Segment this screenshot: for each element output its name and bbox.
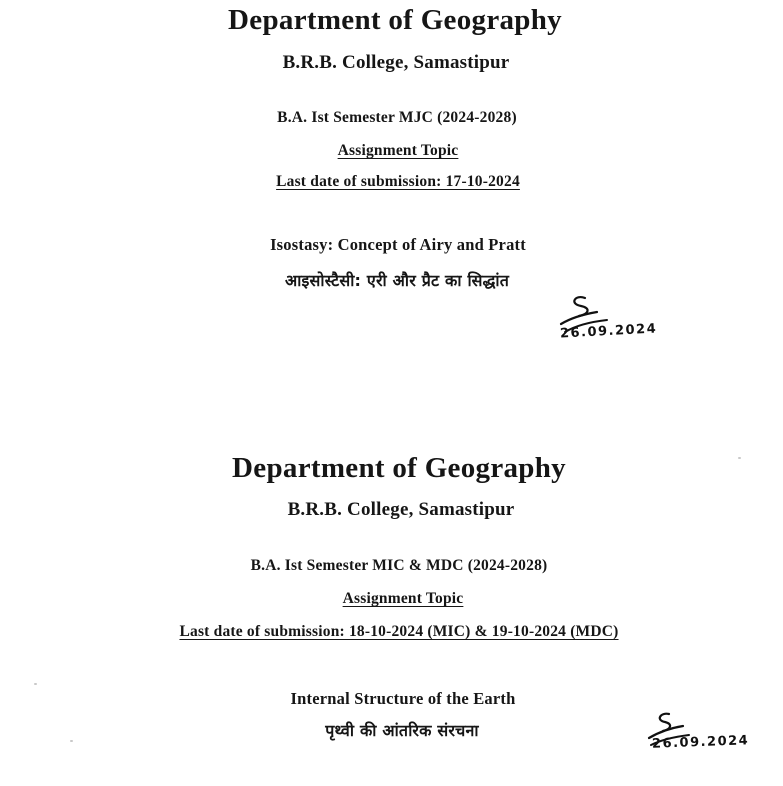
- signature-date: 26.09.2024: [559, 321, 658, 342]
- course-title: B.A. Ist Semester MIC & MDC (2024-2028): [250, 557, 548, 574]
- topic-english: Internal Structure of the Earth: [290, 689, 516, 708]
- department-title: Department of Geography: [228, 4, 562, 36]
- college-name: B.R.B. College, Samastipur: [287, 499, 515, 520]
- topic-hindi: पृथ्वी की आंतरिक संरचना: [325, 721, 479, 740]
- scan-speck: [70, 740, 73, 742]
- submission-deadline: Last date of submission: 17-10-2024: [276, 173, 520, 190]
- assignment-topic-label: Assignment Topic: [342, 590, 464, 607]
- department-title: Department of Geography: [232, 452, 566, 484]
- college-name: B.R.B. College, Samastipur: [282, 52, 510, 73]
- topic-english: Isostasy: Concept of Airy and Pratt: [270, 235, 526, 254]
- scan-speck: [738, 457, 741, 459]
- course-title: B.A. Ist Semester MJC (2024-2028): [277, 109, 517, 126]
- signature-date: 26.09.2024: [651, 733, 750, 752]
- submission-deadline: Last date of submission: 18-10-2024 (MIC) & 19-10-2024 (MDC): [179, 623, 619, 640]
- assignment-topic-label: Assignment Topic: [337, 142, 459, 159]
- scan-speck: [34, 683, 37, 685]
- topic-hindi: आइसोस्टैसी: एरी और प्रैट का सिद्धांत: [284, 271, 510, 290]
